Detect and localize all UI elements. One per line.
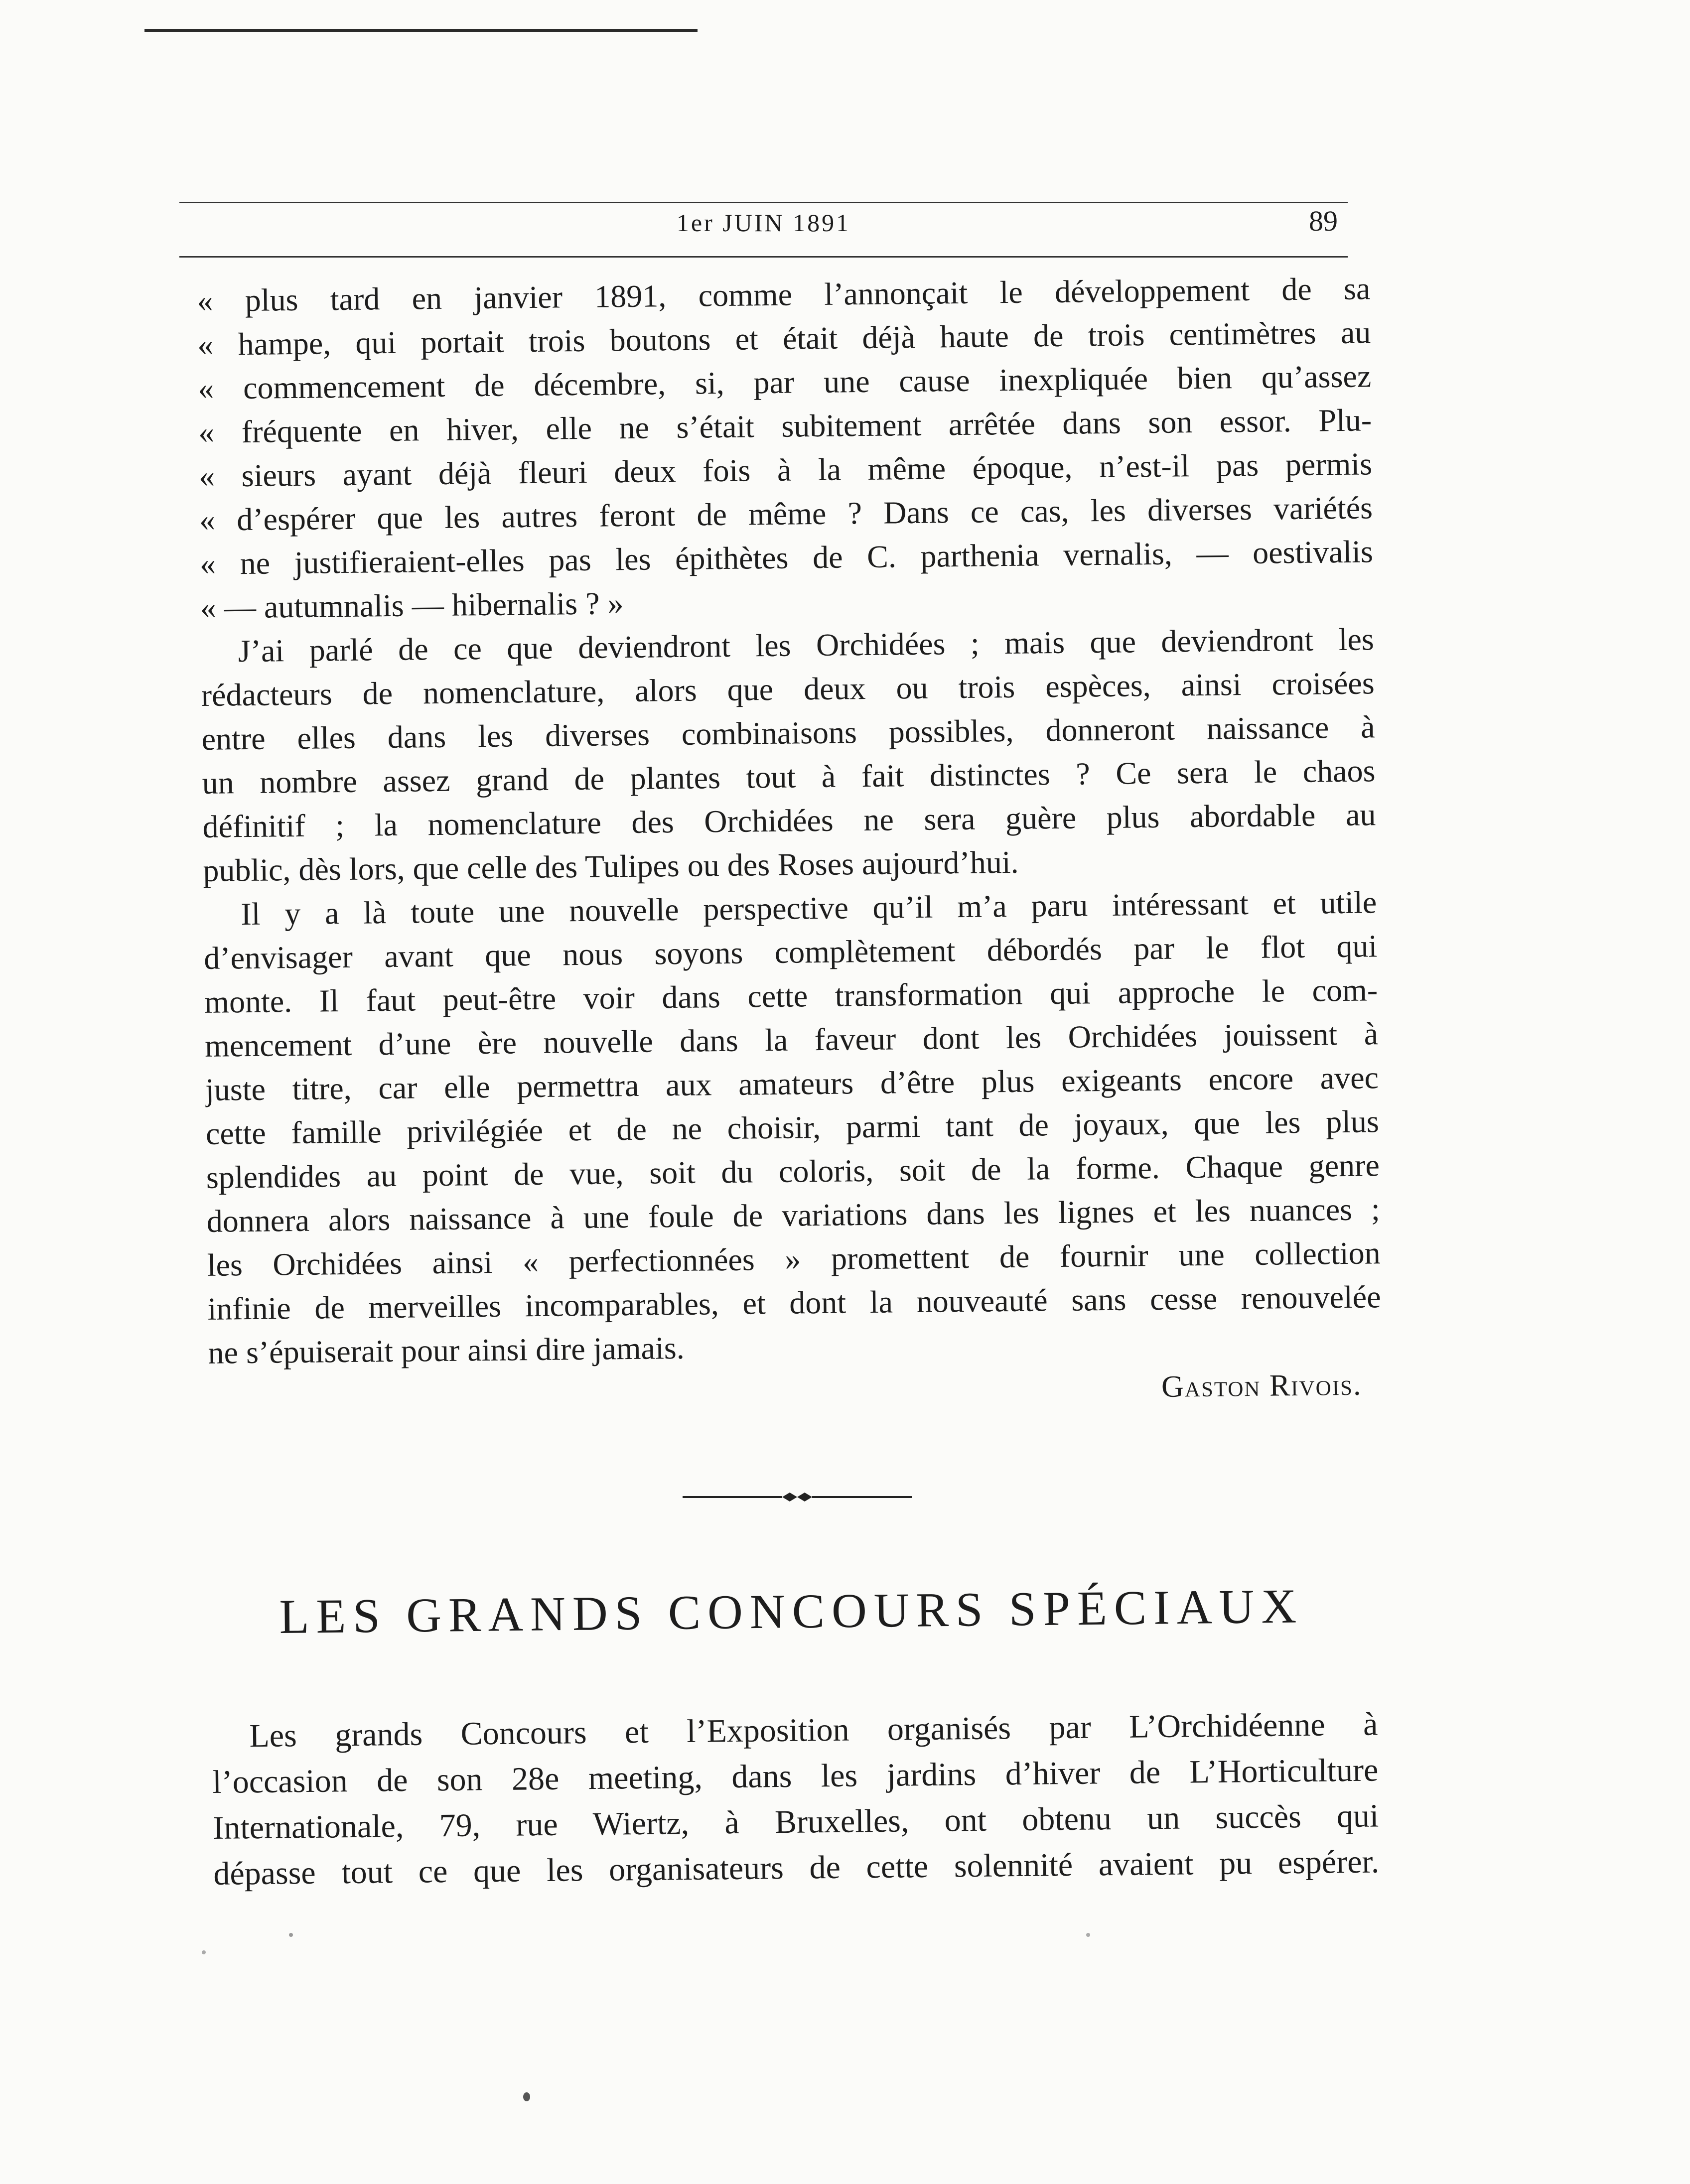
text-line: juste titre, car elle permettra aux amateurs d’être plus exigeants encore avec — [205, 1060, 1379, 1107]
text-line: ne s’épuiserait pour ainsi dire jamais. — [208, 1330, 685, 1370]
text-line: splendides au point de vue, soit du coloris, soit de la forme. Chaque genre — [206, 1147, 1380, 1195]
section-body — [212, 1701, 1380, 1897]
text-line: donnera alors naissance à une foule de variations dans les lignes et les nuances ; — [206, 1191, 1381, 1239]
text-line: « d’espérer que les autres feront de même ? Dans ce cas, les diverses variétés — [199, 490, 1373, 538]
article-body — [197, 267, 1382, 1419]
page-number: 89 — [1309, 205, 1338, 237]
text-line: « — autumnalis — hibernalis ? » — [200, 585, 624, 625]
section-heading: LES GRANDS CONCOURS SPÉCIAUX — [279, 1579, 1304, 1644]
running-head — [179, 199, 1348, 256]
text-line: Il y a là toute une nouvelle perspective qu’il m’a paru intéressant et utile — [240, 884, 1377, 932]
text-line: « hampe, qui portait trois boutons et était déjà haute de trois centimètres au — [197, 314, 1371, 362]
text-line: J’ai parlé de ce que deviendront les Orchidées ; mais que deviendront les — [238, 621, 1375, 669]
text-line: « ne justifieraient-elles pas les épithètes de C. parthenia vernalis, — oestivalis — [199, 534, 1374, 581]
scan-edge-mark — [144, 29, 698, 32]
section-divider-ornament — [683, 1487, 912, 1507]
text-line: « commencement de décembre, si, par une cause inexpliquée bien qu’assez — [197, 358, 1372, 406]
text-line: « fréquente en hiver, elle ne s’était subitement arrêtée dans son essor. Plu- — [198, 402, 1372, 450]
text-line: entre elles dans les diverses combinaisons possibles, donneront naissance à — [201, 709, 1375, 757]
header-rule-bottom — [179, 256, 1348, 258]
header-date — [179, 208, 1348, 237]
text-line: Internationale, 79, rue Wiertz, à Bruxelles, ont obtenu un succès qui — [213, 1797, 1379, 1846]
text-line: cette famille privilégiée et de ne choisir, parmi tant de joyaux, que les plus — [205, 1103, 1380, 1151]
author-signature: Gaston Rivois. — [1161, 1367, 1362, 1404]
text-line: monte. Il faut peut-être voir dans cette transformation qui approche le com- — [204, 972, 1378, 1020]
text-line: dépasse tout ce que les organisateurs de cette solennité avaient pu espérer. — [213, 1843, 1380, 1892]
text-line: rédacteurs de nomenclature, alors que deux ou trois espèces, ainsi croisées — [201, 665, 1375, 713]
text-line: public, dès lors, que celle des Tulipes ou des Roses aujourd’hui. — [203, 844, 1019, 888]
header-date-text: 1er JUIN 1891 — [676, 209, 851, 237]
text-line: Les grands Concours et l’Exposition organisés par L’Orchidéenne à — [249, 1706, 1378, 1755]
text-line: « plus tard en janvier 1891, comme l’annonçait le développement de sa — [197, 271, 1371, 318]
text-line: d’envisager avant que nous soyons complètement débordés par le flot qui — [203, 928, 1378, 976]
text-line: « sieurs ayant déjà fleuri deux fois à la même époque, n’est-il pas permis — [198, 446, 1373, 494]
text-line: les Orchidées ainsi « perfectionnées » promettent de fournir une collection — [207, 1235, 1381, 1283]
text-line: mencement d’une ère nouvelle dans la faveur dont les Orchidées jouissent à — [204, 1016, 1379, 1064]
text-line: infinie de merveilles incomparables, et dont la nouveauté sans cesse renouvelée — [207, 1279, 1381, 1327]
text-line: définitif ; la nomenclature des Orchidées ne sera guère plus abordable au — [202, 797, 1376, 844]
text-line: un nombre assez grand de plantes tout à fait distinctes ? Ce sera le chaos — [202, 753, 1376, 801]
text-line: l’occasion de son 28e meeting, dans les jardins d’hiver de L’Horticulture — [212, 1752, 1379, 1800]
